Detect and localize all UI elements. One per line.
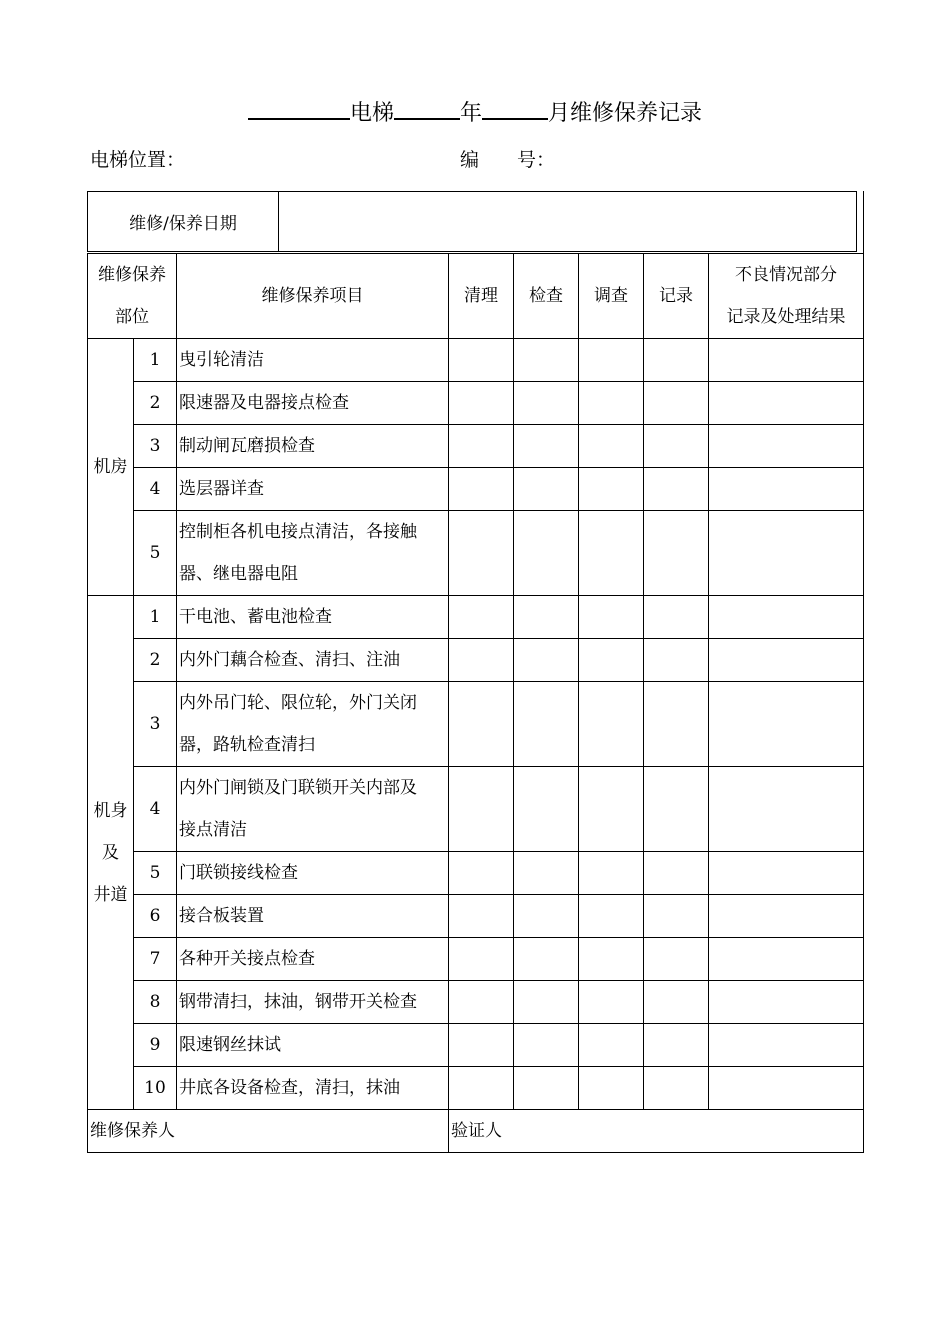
- row-number: 4: [134, 767, 177, 852]
- cell-record[interactable]: [644, 596, 709, 639]
- table-row: [88, 682, 864, 767]
- cell-check[interactable]: [514, 596, 579, 639]
- cell-record[interactable]: [644, 895, 709, 938]
- table-row: [88, 382, 864, 425]
- table-row: [88, 1024, 864, 1067]
- row-item: 干电池、蓄电池检查: [177, 596, 449, 639]
- cell-record[interactable]: [644, 639, 709, 682]
- year-blank[interactable]: [394, 92, 460, 120]
- cell-adjust[interactable]: [579, 639, 644, 682]
- table-row: [88, 639, 864, 682]
- cell-clean[interactable]: [449, 382, 514, 425]
- section-machine-room: 机房: [88, 339, 134, 596]
- row-number: 5: [134, 852, 177, 895]
- elevator-blank[interactable]: [248, 92, 350, 120]
- table-row: [88, 1067, 864, 1110]
- cell-record[interactable]: [644, 382, 709, 425]
- cell-check[interactable]: [514, 425, 579, 468]
- cell-clean[interactable]: [449, 339, 514, 382]
- row-item: 内外门闸锁及门联锁开关内部及 接点清洁: [177, 767, 449, 852]
- row-item: 限速钢丝抹试: [177, 1024, 449, 1067]
- title-month: 月维修保养记录: [548, 101, 703, 126]
- cell-record[interactable]: [644, 468, 709, 511]
- cell-result[interactable]: [709, 938, 864, 981]
- row-number: 4: [134, 468, 177, 511]
- row-item: 内外吊门轮、限位轮，外门关闭 器，路轨检查清扫: [177, 682, 449, 767]
- cell-adjust[interactable]: [579, 767, 644, 852]
- table-row: [88, 895, 864, 938]
- header-adjust: 调查: [579, 254, 644, 339]
- maintainer-label[interactable]: 维修保养人: [88, 1110, 449, 1153]
- cell-check[interactable]: [514, 767, 579, 852]
- cell-result[interactable]: [709, 682, 864, 767]
- cell-adjust[interactable]: [579, 1024, 644, 1067]
- cell-check[interactable]: [514, 981, 579, 1024]
- footer-row: [88, 1110, 864, 1153]
- cell-result[interactable]: [709, 852, 864, 895]
- cell-adjust[interactable]: [579, 981, 644, 1024]
- header-clean: 清理: [449, 254, 514, 339]
- row-item: 内外门藕合检查、清扫、注油: [177, 639, 449, 682]
- row-number: 5: [134, 511, 177, 596]
- cell-result[interactable]: [709, 511, 864, 596]
- row-item: 钢带清扫，抹油，钢带开关检查: [177, 981, 449, 1024]
- cell-check[interactable]: [514, 639, 579, 682]
- cell-record[interactable]: [644, 1067, 709, 1110]
- cell-result[interactable]: [709, 596, 864, 639]
- cell-clean[interactable]: [449, 639, 514, 682]
- cell-adjust[interactable]: [579, 511, 644, 596]
- number-label: 编 号：: [460, 149, 556, 171]
- location-label: 电梯位置：: [90, 149, 186, 171]
- row-item: 各种开关接点检查: [177, 938, 449, 981]
- cell-check[interactable]: [514, 468, 579, 511]
- table-row: [88, 767, 864, 852]
- date-field[interactable]: [279, 192, 856, 251]
- cell-adjust[interactable]: [579, 339, 644, 382]
- cell-clean[interactable]: [449, 682, 514, 767]
- cell-check[interactable]: [514, 852, 579, 895]
- row-number: 3: [134, 425, 177, 468]
- cell-result[interactable]: [709, 425, 864, 468]
- table-row: [88, 938, 864, 981]
- header-result: 不良情况部分 记录及处理结果: [709, 254, 864, 339]
- cell-clean[interactable]: [449, 852, 514, 895]
- verifier-label[interactable]: 验证人: [449, 1110, 864, 1153]
- cell-adjust[interactable]: [579, 682, 644, 767]
- date-row: [87, 191, 857, 252]
- cell-check[interactable]: [514, 1067, 579, 1110]
- cell-result[interactable]: [709, 895, 864, 938]
- cell-result[interactable]: [709, 339, 864, 382]
- cell-adjust[interactable]: [579, 382, 644, 425]
- cell-check[interactable]: [514, 511, 579, 596]
- row-item: 接合板装置: [177, 895, 449, 938]
- cell-check[interactable]: [514, 339, 579, 382]
- table-row: [88, 981, 864, 1024]
- row-item: 制动闸瓦磨损检查: [177, 425, 449, 468]
- cell-result[interactable]: [709, 639, 864, 682]
- table-row: [88, 425, 864, 468]
- header-check: 检查: [514, 254, 579, 339]
- cell-clean[interactable]: [449, 1024, 514, 1067]
- row-item: 选层器详查: [177, 468, 449, 511]
- cell-clean[interactable]: [449, 1067, 514, 1110]
- cell-clean[interactable]: [449, 468, 514, 511]
- cell-clean[interactable]: [449, 511, 514, 596]
- row-number: 3: [134, 682, 177, 767]
- row-item: 井底各设备检查，清扫，抹油: [177, 1067, 449, 1110]
- date-label: 维修/保养日期: [88, 192, 279, 251]
- cell-adjust[interactable]: [579, 1067, 644, 1110]
- cell-adjust[interactable]: [579, 895, 644, 938]
- cell-result[interactable]: [709, 382, 864, 425]
- cell-adjust[interactable]: [579, 852, 644, 895]
- cell-result[interactable]: [709, 1067, 864, 1110]
- cell-clean[interactable]: [449, 938, 514, 981]
- row-number: 2: [134, 639, 177, 682]
- row-number: 1: [134, 596, 177, 639]
- cell-record[interactable]: [644, 339, 709, 382]
- cell-check[interactable]: [514, 938, 579, 981]
- table-row: [88, 511, 864, 596]
- cell-record[interactable]: [644, 938, 709, 981]
- cell-record[interactable]: [644, 767, 709, 852]
- cell-record[interactable]: [644, 682, 709, 767]
- cell-check[interactable]: [514, 682, 579, 767]
- title-elevator: 电梯: [349, 101, 394, 126]
- row-number: 10: [134, 1067, 177, 1110]
- row-item: 限速器及电器接点检查: [177, 382, 449, 425]
- cell-result[interactable]: [709, 981, 864, 1024]
- row-number: 9: [134, 1024, 177, 1067]
- document-title: [0, 92, 950, 132]
- cell-record[interactable]: [644, 511, 709, 596]
- table-row: [88, 468, 864, 511]
- cell-result[interactable]: [709, 767, 864, 852]
- row-item: 门联锁接线检查: [177, 852, 449, 895]
- header-row: [88, 254, 864, 339]
- cell-record[interactable]: [644, 852, 709, 895]
- row-number: 2: [134, 382, 177, 425]
- header-part: 维修保养 部位: [88, 254, 177, 339]
- cell-record[interactable]: [644, 425, 709, 468]
- right-edge-line: [863, 191, 864, 253]
- cell-check[interactable]: [514, 1024, 579, 1067]
- table-row: [88, 852, 864, 895]
- row-number: 8: [134, 981, 177, 1024]
- row-number: 6: [134, 895, 177, 938]
- cell-adjust[interactable]: [579, 425, 644, 468]
- cell-check[interactable]: [514, 895, 579, 938]
- cell-result[interactable]: [709, 1024, 864, 1067]
- cell-clean[interactable]: [449, 596, 514, 639]
- cell-record[interactable]: [644, 981, 709, 1024]
- cell-clean[interactable]: [449, 981, 514, 1024]
- maintenance-table: [87, 253, 864, 1153]
- table-row: [88, 596, 864, 639]
- title-year: 年: [459, 101, 482, 126]
- header-record: 记录: [644, 254, 709, 339]
- cell-check[interactable]: [514, 382, 579, 425]
- row-number: 7: [134, 938, 177, 981]
- cell-adjust[interactable]: [579, 596, 644, 639]
- section-car-and-shaft: 机身 及 井道: [88, 596, 134, 1110]
- row-number: 1: [134, 339, 177, 382]
- cell-adjust[interactable]: [579, 468, 644, 511]
- table-row: [88, 339, 864, 382]
- cell-clean[interactable]: [449, 895, 514, 938]
- row-item: 控制柜各机电接点清洁，各接触 器、继电器电阻: [177, 511, 449, 596]
- header-item: 维修保养项目: [177, 254, 449, 339]
- cell-clean[interactable]: [449, 425, 514, 468]
- cell-clean[interactable]: [449, 767, 514, 852]
- cell-adjust[interactable]: [579, 938, 644, 981]
- cell-result[interactable]: [709, 468, 864, 511]
- row-item: 曳引轮清洁: [177, 339, 449, 382]
- cell-record[interactable]: [644, 1024, 709, 1067]
- month-blank[interactable]: [482, 92, 548, 120]
